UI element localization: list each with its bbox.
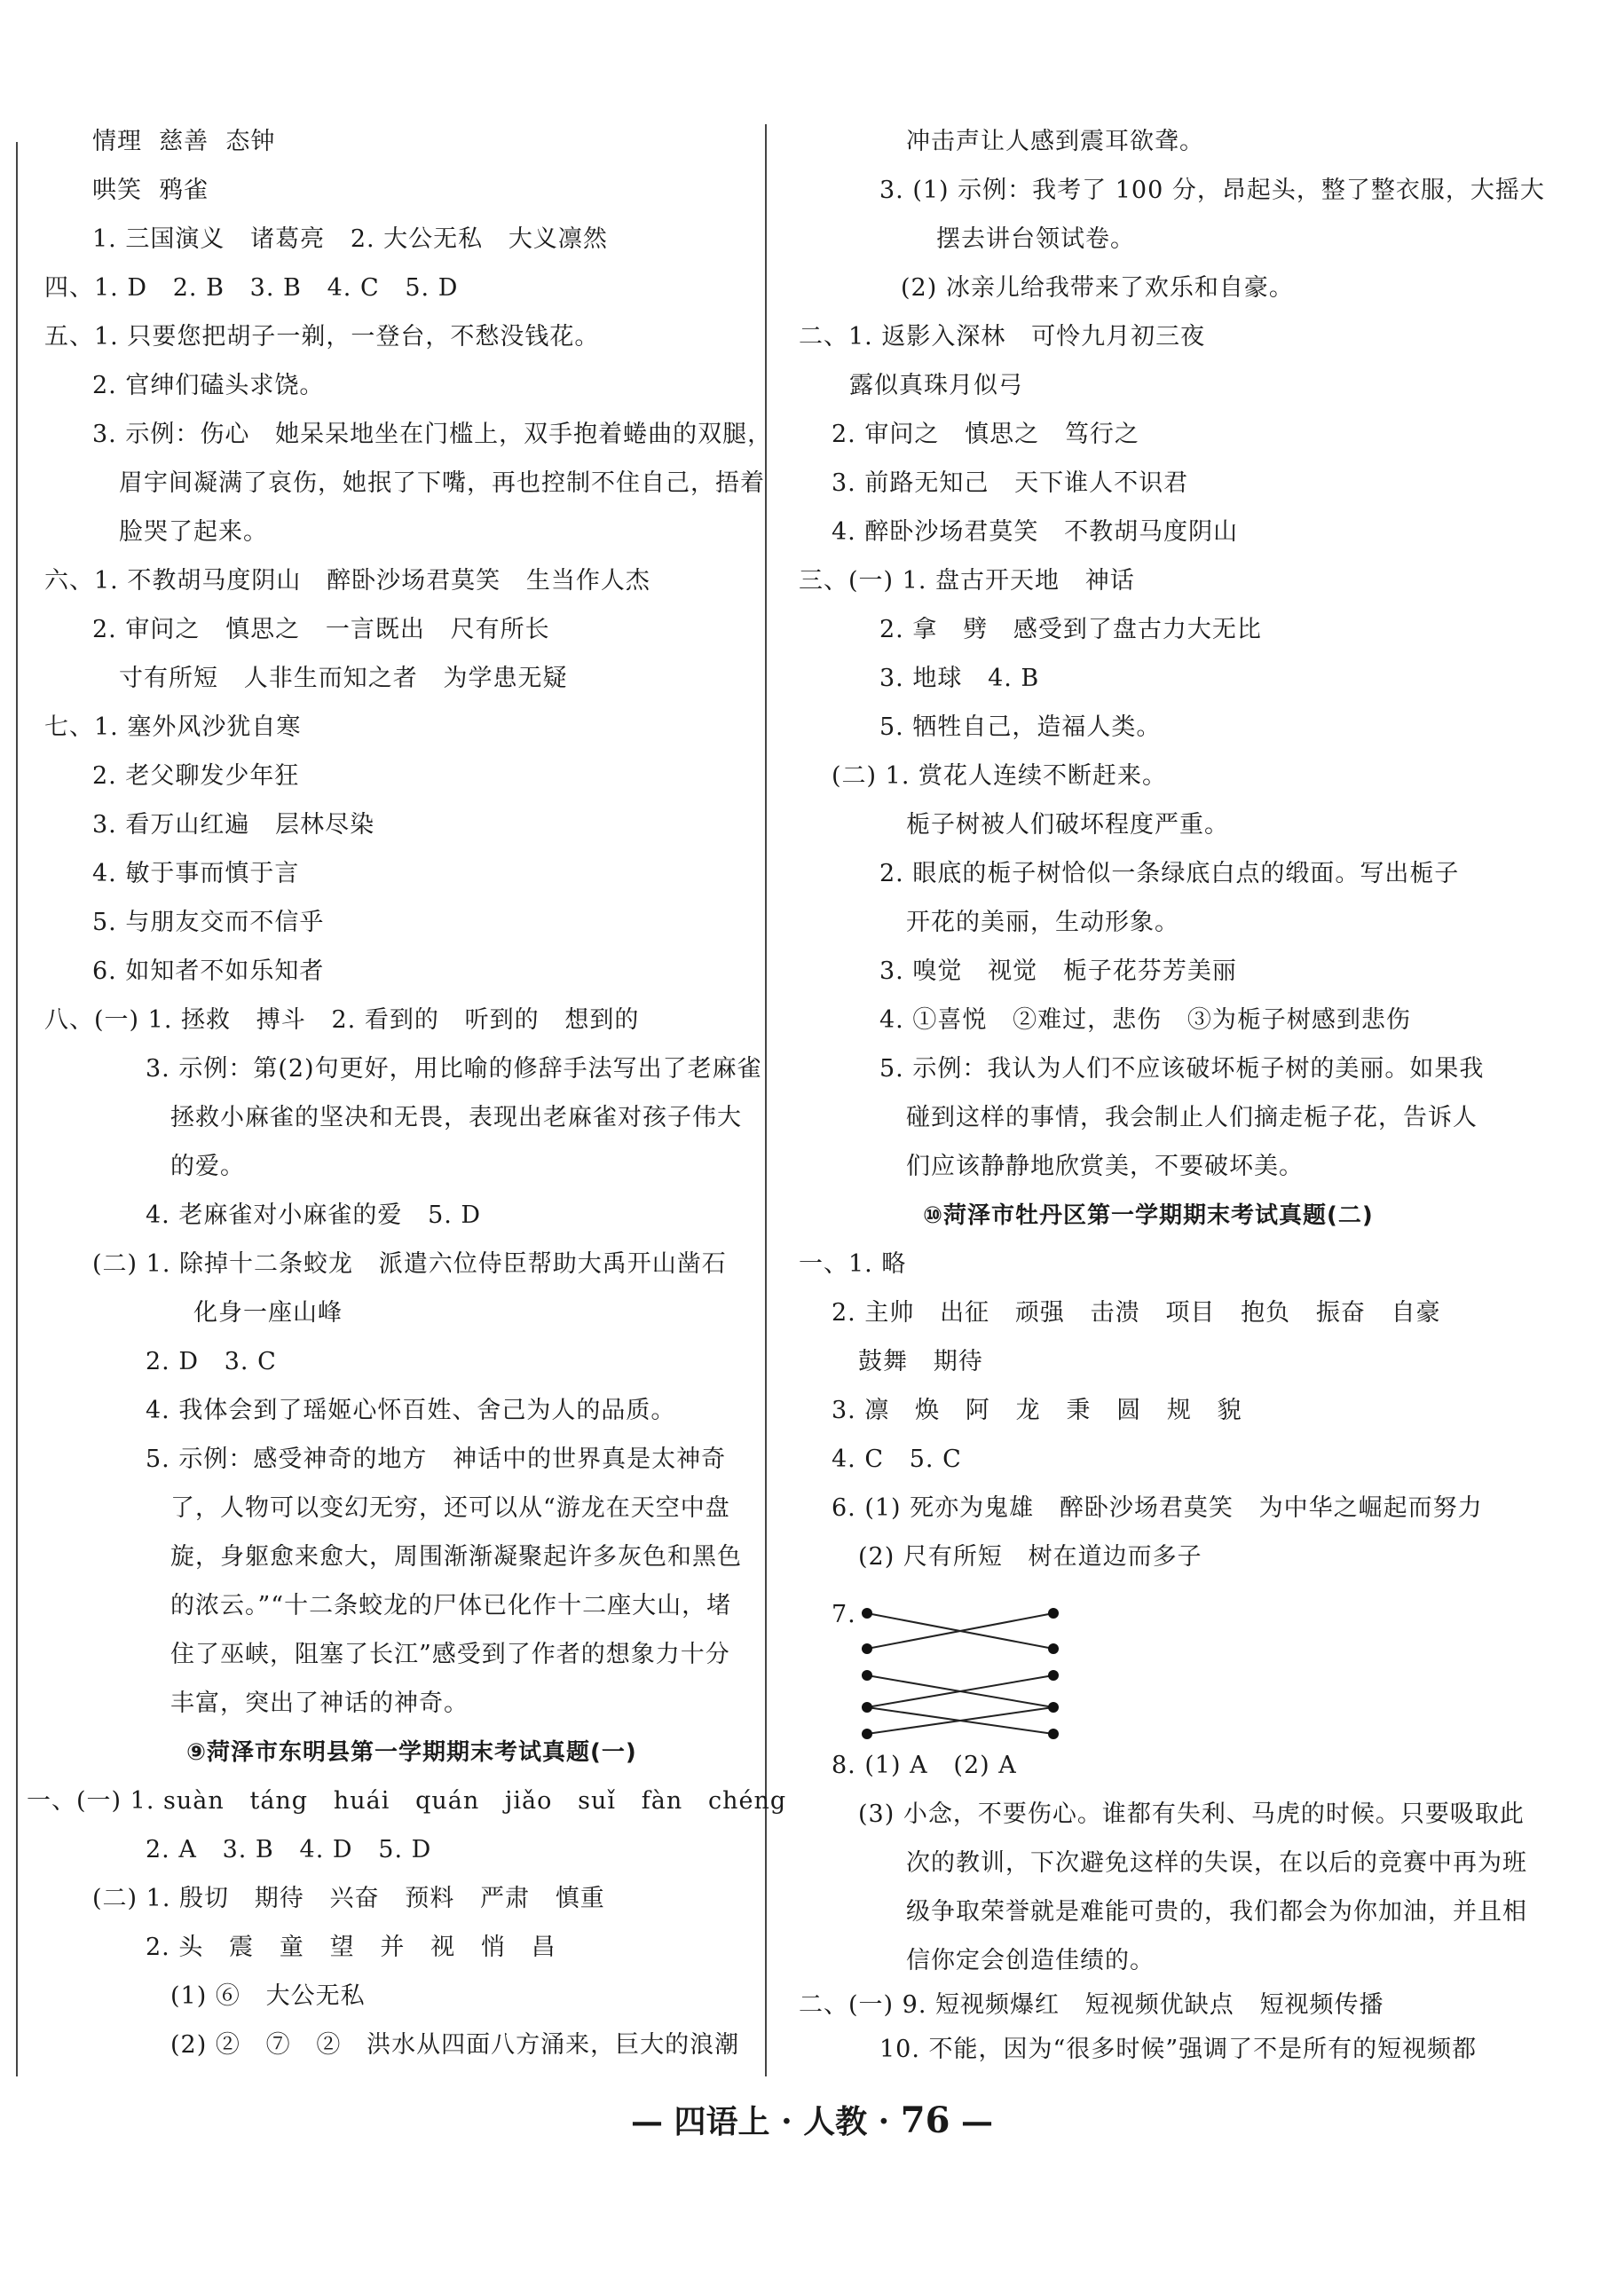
answer-line: 情理 慈善 态钟 — [92, 128, 276, 155]
answer-line: 三、(一) 1. 盘古开天地 神话 — [799, 567, 1135, 595]
footer-label: — 四语上 · 人教 · — [631, 2103, 890, 2140]
answer-line: 二、1. 返影入深林 可怜九月初三夜 — [799, 323, 1206, 351]
answer-line: 4. 我体会到了瑶姬心怀百姓、舍己为人的品质。 — [146, 1397, 676, 1424]
matching-lines-figure — [856, 1597, 1069, 1739]
page-footer — [0, 2094, 1624, 2148]
page-number: 76 — [900, 2100, 950, 2141]
answer-line: (2) 冰亲儿给我带来了欢乐和自豪。 — [901, 274, 1294, 302]
answer-line: 3. 凛 焕 阿 龙 秉 圆 规 貌 — [832, 1397, 1242, 1424]
answer-line: 次的教训，下次避免这样的失误，在以后的竞赛中再为班 — [906, 1849, 1527, 1877]
answer-line: 一、(一) 1. suàn táng huái quán jiǎo suǐ fàn chéng — [27, 1787, 787, 1815]
answer-line: 二、(一) 9. 短视频爆红 短视频优缺点 短视频传播 — [799, 1991, 1384, 2019]
answer-line: 3. 示例：伤心 她呆呆地坐在门槛上，双手抱着蜷曲的双腿， — [92, 421, 773, 448]
answer-line: 化身一座山峰 — [193, 1299, 343, 1327]
answer-line: 拯救小麻雀的坚决和无畏，表现出老麻雀对孩子伟大 — [170, 1104, 742, 1131]
answer-line: (2) ② ⑦ ② 洪水从四面八方涌来，巨大的浪潮 — [170, 2031, 740, 2059]
answer-line: 6. (1) 死亦为鬼雄 醉卧沙场君莫笑 为中华之崛起而努力 — [832, 1494, 1483, 1522]
answer-line: 开花的美丽，生动形象。 — [906, 909, 1179, 936]
answer-line: 摆去讲台领试卷。 — [936, 225, 1135, 253]
left-margin-rule — [16, 142, 18, 2076]
answer-line: 4. C 5. C — [832, 1446, 962, 1473]
answer-line: 一、1. 略 — [799, 1250, 907, 1278]
answer-line: 哄笑 鸦雀 — [92, 177, 209, 204]
answer-line: 露似真珠月似弓 — [849, 372, 1023, 399]
answer-line: 8. (1) A (2) A — [832, 1752, 1017, 1779]
match-dot — [1048, 1670, 1059, 1681]
match-dot — [1048, 1608, 1059, 1619]
answer-line: 5. 示例：我认为人们不应该破坏栀子树的美丽。如果我 — [879, 1055, 1485, 1083]
answer-line: 7. — [832, 1601, 856, 1628]
answer-line: (3) 小念，不要伤心。谁都有失利、马虎的时候。只要吸取此 — [858, 1800, 1525, 1828]
match-dot — [862, 1729, 872, 1739]
answer-line: 3. 示例：第(2)句更好，用比喻的修辞手法写出了老麻雀 — [146, 1055, 762, 1083]
answer-line: 的爱。 — [170, 1153, 245, 1180]
answer-line: 八、(一) 1. 拯救 搏斗 2. 看到的 听到的 想到的 — [44, 1006, 640, 1034]
answer-line: 2. 审问之 慎思之 笃行之 — [832, 421, 1139, 448]
answer-line: 四、1. D 2. B 3. B 4. C 5. D — [44, 274, 459, 302]
answer-line: 2. 老父聊发少年狂 — [92, 762, 300, 790]
answer-line: (2) 尺有所短 树在道边而多子 — [858, 1543, 1202, 1571]
answer-line: 3. 嗅觉 视觉 栀子花芬芳美丽 — [879, 957, 1237, 985]
answer-line: 6. 如知者不如乐知者 — [92, 957, 325, 985]
answer-line: 碰到这样的事情，我会制止人们摘走栀子花，告诉人 — [906, 1104, 1478, 1131]
answer-line: 信你定会创造佳绩的。 — [906, 1947, 1155, 1974]
answer-line: 了，人物可以变幻无穷，还可以从“游龙在天空中盘 — [170, 1494, 730, 1522]
answer-line: 4. 敏于事而慎于言 — [92, 860, 300, 887]
answer-line: 眉宇间凝满了哀伤，她抿了下嘴，再也控制不住自己，捂着 — [119, 469, 765, 497]
match-dot — [862, 1670, 872, 1681]
answer-line: 旋，身躯愈来愈大，周围渐渐凝聚起许多灰色和黑色 — [170, 1543, 742, 1571]
answer-line: 们应该静静地欣赏美，不要破坏美。 — [906, 1153, 1304, 1180]
answer-line: 寸有所短 人非生而知之者 为学患无疑 — [119, 665, 568, 692]
answer-line: 2. 主帅 出征 顽强 击溃 项目 抱负 振奋 自豪 — [832, 1299, 1441, 1327]
answer-line: 4. ①喜悦 ②难过，悲伤 ③为栀子树感到悲伤 — [879, 1006, 1411, 1034]
answer-line: (二) 1. 除掉十二条蛟龙 派遣六位侍臣帮助大禹开山凿石 — [92, 1250, 727, 1278]
answer-line: 3. 地球 4. B — [879, 665, 1040, 692]
answer-line: 丰富，突出了神话的神奇。 — [170, 1690, 469, 1717]
answer-line: (1) ⑥ 大公无私 — [170, 1982, 366, 2010]
answer-line: 冲击声让人感到震耳欲聋。 — [906, 128, 1204, 155]
answer-line: 2. 头 震 童 望 并 视 悄 昌 — [146, 1934, 556, 1961]
answer-line: 住了巫峡，阻塞了长江”感受到了作者的想象力十分 — [170, 1641, 730, 1668]
answer-line: 级争取荣誉就是难能可贵的，我们都会为你加油，并且相 — [906, 1898, 1527, 1926]
match-dot — [1048, 1729, 1059, 1739]
answer-line: 2. 官绅们磕头求饶。 — [92, 372, 325, 399]
answer-line: 1. 三国演义 诸葛亮 2. 大公无私 大义凛然 — [92, 225, 608, 253]
answer-line: 鼓舞 期待 — [858, 1348, 983, 1375]
answer-line: 5. 示例：感受神奇的地方 神话中的世界真是太神奇 — [146, 1446, 727, 1473]
match-dot — [1048, 1702, 1059, 1713]
answer-line: 4. 醉卧沙场君莫笑 不教胡马度阴山 — [832, 518, 1239, 546]
answer-line: (二) 1. 殷切 期待 兴奋 预料 严肃 慎重 — [92, 1885, 605, 1912]
match-dot — [1048, 1643, 1059, 1654]
footer-dash: — — [960, 2103, 993, 2140]
answer-line: 5. 与朋友交而不信乎 — [92, 909, 325, 936]
answer-line: 五、1. 只要您把胡子一剃，一登台，不愁没钱花。 — [44, 323, 600, 351]
match-dot — [862, 1608, 872, 1619]
answer-line: 3. (1) 示例：我考了 100 分，昂起头，整了整衣服，大摇大 — [879, 177, 1545, 204]
answer-line: 2. 审问之 慎思之 一言既出 尺有所长 — [92, 616, 550, 643]
match-dot — [862, 1702, 872, 1713]
answer-line: 2. D 3. C — [146, 1348, 277, 1375]
answer-line: 2. 眼底的栀子树恰似一条绿底白点的缎面。写出栀子 — [879, 860, 1460, 887]
answer-line: (二) 1. 赏花人连续不断赶来。 — [832, 762, 1167, 790]
answer-line: 2. 拿 劈 感受到了盘古力大无比 — [879, 616, 1262, 643]
answer-line: 六、1. 不教胡马度阴山 醉卧沙场君莫笑 生当作人杰 — [44, 567, 650, 595]
answer-line: 10. 不能，因为“很多时候”强调了不是所有的短视频都 — [879, 2036, 1478, 2063]
answer-line: 七、1. 塞外风沙犹自寒 — [44, 713, 302, 741]
section-title: ⑩菏泽市牡丹区第一学期期末考试真题(二) — [923, 1202, 1374, 1229]
match-dot — [862, 1643, 872, 1654]
answer-line: 5. 牺牲自己，造福人类。 — [879, 713, 1162, 741]
answer-line: 3. 前路无知己 天下谁人不识君 — [832, 469, 1189, 497]
answer-line: 4. 老麻雀对小麻雀的爱 5. D — [146, 1201, 482, 1229]
answer-line: 2. A 3. B 4. D 5. D — [146, 1836, 432, 1863]
answer-line: 栀子树被人们破坏程度严重。 — [906, 811, 1229, 839]
answer-line: 的浓云。”“十二条蛟龙的尸体已化作十二座大山，堵 — [170, 1592, 732, 1619]
answer-line: 3. 看万山红遍 层林尽染 — [92, 811, 375, 839]
section-title: ⑨菏泽市东明县第一学期期末考试真题(一) — [186, 1739, 637, 1766]
answer-line: 脸哭了起来。 — [119, 518, 268, 546]
